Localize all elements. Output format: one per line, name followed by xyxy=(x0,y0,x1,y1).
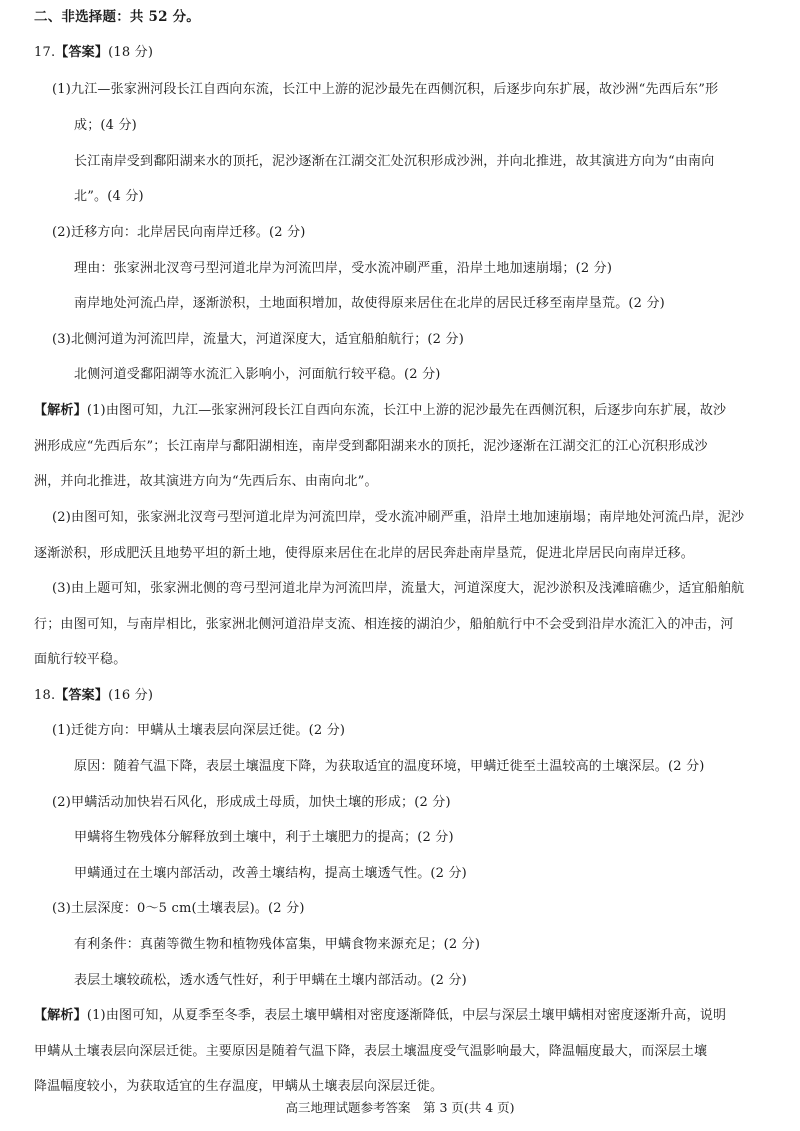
q17-answer-line: (2)迁移方向：北岸居民向南岸迁移。(2 分) xyxy=(52,225,306,240)
q17-score: (18 分) xyxy=(108,45,154,60)
q18-answer-line: 原因：随着气温下降，表层土壤温度下降，为获取适宜的温度环境，甲螨迁徙至土温较高的土壤深层。(2 分) xyxy=(74,759,705,774)
q18-analysis-line: 甲螨从土壤表层向深层迁徙。主要原因是随着气温下降，表层土壤温度受气温影响最大，降温幅度最大，而深层土壤 xyxy=(34,1044,708,1059)
q17-analysis-line: 洲，并向北推进，故其演进方向为“先西后东、由南向北”。 xyxy=(34,474,378,489)
q17-answer-line: (1)九江—张家洲河段长江自西向东流，长江中上游的泥沙最先在西侧沉积，后逐步向东扩展，故沙洲“先西后东”形 xyxy=(52,82,719,97)
q17-analysis-line xyxy=(34,402,726,419)
q18-header xyxy=(34,687,153,704)
q17-analysis-line: 面航行较平稳。 xyxy=(34,652,127,667)
q17-analysis-line: 行；由图可知，与南岸相比，张家洲北侧河道沿岸支流、相连接的湖泊少，船舶航行中不会受到沿岸水流汇入的冲击，河 xyxy=(34,617,734,632)
q17-header xyxy=(34,44,153,61)
q17-answer-line: 理由：张家洲北汊弯弓型河道北岸为河流凹岸，受水流冲刷严重，沿岸土地加速崩塌；(2 分) xyxy=(74,261,613,276)
q18-answer-line: 表层土壤较疏松，透水透气性好，利于甲螨在土壤内部活动。(2 分) xyxy=(74,973,467,988)
q18-answer-line: 有利条件：真菌等微生物和植物残体富集，甲螨食物来源充足；(2 分) xyxy=(74,937,481,952)
q17-answer-line: 南岸地处河流凸岸，逐渐淤积，土地面积增加，故使得原来居住在北岸的居民迁移至南岸垦荒。(2 分) xyxy=(74,296,665,311)
q18-answer-line: 甲螨将生物残体分解释放到土壤中，利于土壤肥力的提高；(2 分) xyxy=(74,830,454,845)
page-footer: 高三地理试题参考答案 第 3 页(共 4 页) xyxy=(285,1100,515,1115)
q17-answer-line: 成；(4 分) xyxy=(74,118,137,133)
q17-analysis-tag: 【解析】 xyxy=(34,403,87,418)
q18-answer-tag: 【答案】 xyxy=(55,688,109,703)
q17-analysis-text: (1)由图可知，九江—张家洲河段长江自西向东流，长江中上游的泥沙最先在西侧沉积，后逐步向东扩展，故沙 xyxy=(86,403,727,418)
q18-analysis-line xyxy=(34,1007,726,1024)
q18-answer-line: (1)迁徙方向：甲螨从土壤表层向深层迁徙。(2 分) xyxy=(52,723,346,738)
q18-score: (16 分) xyxy=(108,688,154,703)
q17-answer-line: 北侧河道受鄱阳湖等水流汇入影响小，河面航行较平稳。(2 分) xyxy=(74,367,441,382)
q18-answer-line: 甲螨通过在土壤内部活动，改善土壤结构，提高土壤透气性。(2 分) xyxy=(74,866,467,881)
q18-analysis-tag: 【解析】 xyxy=(34,1008,87,1023)
q17-analysis-line: (3)由上题可知，张家洲北侧的弯弓型河道北岸为河流凹岸，流量大，河道深度大，泥沙淤积及浅滩暗礁少，适宜船舶航 xyxy=(52,581,745,596)
q18-analysis-text: (1)由图可知，从夏季至冬季，表层土壤甲螨相对密度逐渐降低，中层与深层土壤甲螨相对密度逐渐升高，说明 xyxy=(86,1008,727,1023)
q18-answer-line: (3)土层深度：0～5 cm(土壤表层)。(2 分) xyxy=(52,901,305,916)
q17-answer-line: 北”。(4 分) xyxy=(74,189,144,204)
section-heading: 二、非选择题：共 52 分。 xyxy=(34,9,200,25)
q17-analysis-line: (2)由图可知，张家洲北汊弯弓型河道北岸为河流凹岸，受水流冲刷严重，沿岸土地加速崩塌；南岸地处河流凸岸，泥沙 xyxy=(52,510,745,525)
q18-answer-line: (2)甲螨活动加快岩石风化，形成成土母质，加快土壤的形成；(2 分) xyxy=(52,795,451,810)
q17-number: 17. xyxy=(34,45,56,60)
q17-analysis-line: 洲形成应“先西后东”；长江南岸与鄱阳湖相连，南岸受到鄱阳湖来水的顶托，泥沙逐渐在江湖交汇的江心沉积形成沙 xyxy=(34,439,708,454)
q17-analysis-line: 逐渐淤积，形成肥沃且地势平坦的新土地，使得原来居住在北岸的居民奔赴南岸垦荒，促进北岸居民向南岸迁移。 xyxy=(34,546,695,561)
q17-answer-line: 长江南岸受到鄱阳湖来水的顶托，泥沙逐渐在江湖交汇处沉积形成沙洲，并向北推进，故其演进方向为“由南向 xyxy=(74,154,715,169)
q18-number: 18. xyxy=(34,688,56,703)
q17-answer-tag: 【答案】 xyxy=(55,45,109,60)
q18-analysis-line: 降温幅度较小，为获取适宜的生存温度，甲螨从土壤表层向深层迁徙。 xyxy=(34,1079,444,1094)
q17-answer-line: (3)北侧河道为河流凹岸，流量大，河道深度大，适宜船舶航行；(2 分) xyxy=(52,332,464,347)
